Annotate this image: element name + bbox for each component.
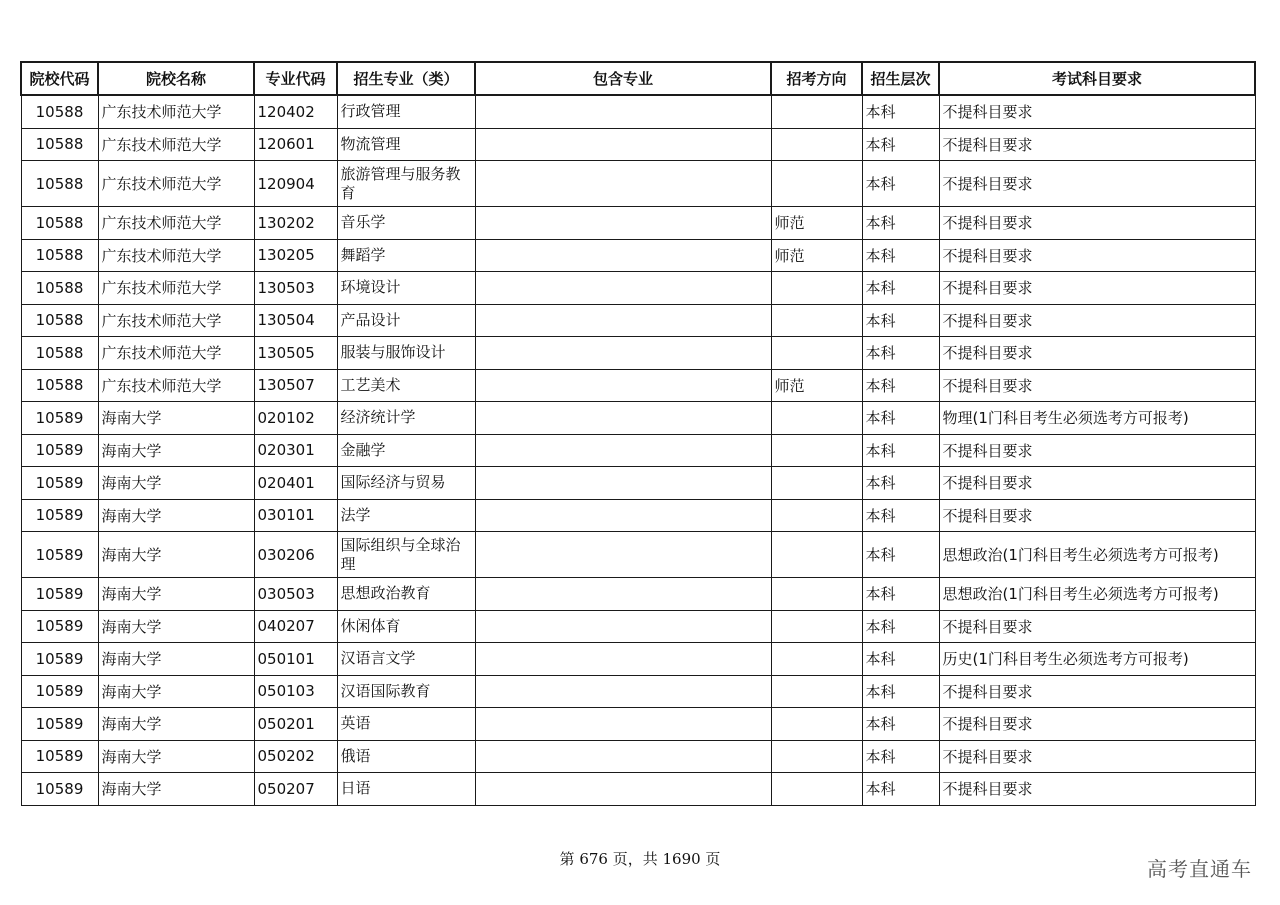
table-row [21,434,1255,467]
direction-cell [771,128,862,161]
requirement-cell: 不提科目要求 [939,773,1255,806]
includes-cell [475,128,771,161]
table-row [21,532,1255,578]
table-row [21,272,1255,305]
major-code-cell: 020301 [254,434,337,467]
direction-cell [771,578,862,611]
direction-cell [771,95,862,128]
requirement-cell: 不提科目要求 [939,337,1255,370]
table-row [21,740,1255,773]
table-row [21,369,1255,402]
table-row [21,337,1255,370]
requirement-cell: 不提科目要求 [939,610,1255,643]
major-cell: 行政管理 [337,95,475,128]
header-direction: 招考方向 [771,62,862,95]
requirement-cell: 不提科目要求 [939,304,1255,337]
school-name-cell: 海南大学 [98,610,254,643]
level-cell: 本科 [862,773,939,806]
school-name-cell: 海南大学 [98,499,254,532]
level-cell: 本科 [862,740,939,773]
includes-cell [475,610,771,643]
level-cell: 本科 [862,369,939,402]
school-code-cell: 10588 [21,161,98,207]
includes-cell [475,643,771,676]
school-name-cell: 广东技术师范大学 [98,369,254,402]
school-code-cell: 10588 [21,304,98,337]
major-code-cell: 020401 [254,467,337,500]
table-body [21,95,1255,805]
includes-cell [475,708,771,741]
includes-cell [475,369,771,402]
header-school-code: 院校代码 [21,62,98,95]
admission-table [20,61,1256,806]
level-cell: 本科 [862,499,939,532]
requirement-cell: 不提科目要求 [939,128,1255,161]
table-row [21,499,1255,532]
level-cell: 本科 [862,161,939,207]
requirement-cell: 不提科目要求 [939,95,1255,128]
table-row [21,643,1255,676]
direction-cell [771,532,862,578]
major-code-cell: 120904 [254,161,337,207]
major-cell: 日语 [337,773,475,806]
includes-cell [475,402,771,435]
direction-cell [771,434,862,467]
school-name-cell: 广东技术师范大学 [98,304,254,337]
school-name-cell: 海南大学 [98,402,254,435]
table-row [21,304,1255,337]
requirement-cell: 不提科目要求 [939,369,1255,402]
major-code-cell: 030101 [254,499,337,532]
requirement-cell: 不提科目要求 [939,207,1255,240]
level-cell: 本科 [862,708,939,741]
school-code-cell: 10589 [21,578,98,611]
school-name-cell: 海南大学 [98,675,254,708]
school-code-cell: 10589 [21,675,98,708]
school-name-cell: 广东技术师范大学 [98,239,254,272]
major-cell: 环境设计 [337,272,475,305]
includes-cell [475,773,771,806]
level-cell: 本科 [862,434,939,467]
direction-cell: 师范 [771,207,862,240]
requirement-cell: 思想政治(1门科目考生必须选考方可报考) [939,578,1255,611]
major-cell: 音乐学 [337,207,475,240]
school-code-cell: 10589 [21,773,98,806]
table-header-row [21,62,1255,95]
school-code-cell: 10588 [21,128,98,161]
school-name-cell: 广东技术师范大学 [98,337,254,370]
table-row [21,578,1255,611]
requirement-cell: 不提科目要求 [939,161,1255,207]
major-cell: 汉语国际教育 [337,675,475,708]
requirement-cell: 不提科目要求 [939,499,1255,532]
requirement-cell: 不提科目要求 [939,740,1255,773]
school-name-cell: 广东技术师范大学 [98,128,254,161]
level-cell: 本科 [862,337,939,370]
major-code-cell: 130503 [254,272,337,305]
includes-cell [475,304,771,337]
school-code-cell: 10589 [21,402,98,435]
school-name-cell: 广东技术师范大学 [98,161,254,207]
major-code-cell: 120402 [254,95,337,128]
school-code-cell: 10588 [21,369,98,402]
major-code-cell: 050201 [254,708,337,741]
school-name-cell: 海南大学 [98,578,254,611]
requirement-cell: 思想政治(1门科目考生必须选考方可报考) [939,532,1255,578]
major-cell: 俄语 [337,740,475,773]
table-row [21,207,1255,240]
school-name-cell: 广东技术师范大学 [98,207,254,240]
major-cell: 国际组织与全球治理 [337,532,475,578]
includes-cell [475,161,771,207]
direction-cell [771,499,862,532]
includes-cell [475,337,771,370]
requirement-cell: 不提科目要求 [939,708,1255,741]
includes-cell [475,434,771,467]
direction-cell [771,337,862,370]
major-cell: 工艺美术 [337,369,475,402]
major-code-cell: 030503 [254,578,337,611]
school-code-cell: 10589 [21,434,98,467]
table-row [21,95,1255,128]
school-code-cell: 10589 [21,467,98,500]
table-row [21,675,1255,708]
watermark: 高考直通车 [1147,857,1252,881]
major-cell: 英语 [337,708,475,741]
school-name-cell: 海南大学 [98,773,254,806]
includes-cell [475,467,771,500]
direction-cell [771,740,862,773]
level-cell: 本科 [862,402,939,435]
school-code-cell: 10589 [21,532,98,578]
level-cell: 本科 [862,128,939,161]
level-cell: 本科 [862,467,939,500]
direction-cell [771,467,862,500]
includes-cell [475,499,771,532]
major-code-cell: 130505 [254,337,337,370]
major-code-cell: 030206 [254,532,337,578]
requirement-cell: 物理(1门科目考生必须选考方可报考) [939,402,1255,435]
level-cell: 本科 [862,532,939,578]
page-number: 第 676 页，共 1690 页 [559,850,721,868]
school-code-cell: 10589 [21,499,98,532]
school-name-cell: 海南大学 [98,643,254,676]
major-cell: 金融学 [337,434,475,467]
major-cell: 思想政治教育 [337,578,475,611]
requirement-cell: 历史(1门科目考生必须选考方可报考) [939,643,1255,676]
level-cell: 本科 [862,304,939,337]
header-major-code: 专业代码 [254,62,337,95]
major-cell: 物流管理 [337,128,475,161]
school-code-cell: 10588 [21,272,98,305]
includes-cell [475,95,771,128]
school-code-cell: 10589 [21,740,98,773]
school-name-cell: 海南大学 [98,740,254,773]
header-includes: 包含专业 [475,62,771,95]
major-cell: 服装与服饰设计 [337,337,475,370]
direction-cell [771,708,862,741]
requirement-cell: 不提科目要求 [939,272,1255,305]
requirement-cell: 不提科目要求 [939,467,1255,500]
school-code-cell: 10588 [21,207,98,240]
level-cell: 本科 [862,610,939,643]
school-code-cell: 10589 [21,643,98,676]
table-row [21,402,1255,435]
header-level: 招生层次 [862,62,939,95]
direction-cell [771,402,862,435]
major-code-cell: 050103 [254,675,337,708]
table-row [21,610,1255,643]
school-name-cell: 海南大学 [98,532,254,578]
major-code-cell: 050202 [254,740,337,773]
includes-cell [475,239,771,272]
major-code-cell: 120601 [254,128,337,161]
major-cell: 休闲体育 [337,610,475,643]
requirement-cell: 不提科目要求 [939,434,1255,467]
direction-cell: 师范 [771,239,862,272]
major-cell: 经济统计学 [337,402,475,435]
header-requirement: 考试科目要求 [939,62,1255,95]
school-name-cell: 广东技术师范大学 [98,95,254,128]
direction-cell: 师范 [771,369,862,402]
major-code-cell: 020102 [254,402,337,435]
table-row [21,128,1255,161]
major-cell: 汉语言文学 [337,643,475,676]
school-code-cell: 10588 [21,95,98,128]
major-cell: 法学 [337,499,475,532]
school-name-cell: 广东技术师范大学 [98,272,254,305]
header-major: 招生专业（类） [337,62,475,95]
major-code-cell: 050207 [254,773,337,806]
direction-cell [771,643,862,676]
major-code-cell: 130504 [254,304,337,337]
level-cell: 本科 [862,675,939,708]
school-code-cell: 10588 [21,337,98,370]
major-cell: 舞蹈学 [337,239,475,272]
major-cell: 国际经济与贸易 [337,467,475,500]
table-row [21,708,1255,741]
includes-cell [475,578,771,611]
direction-cell [771,610,862,643]
table-row [21,773,1255,806]
includes-cell [475,272,771,305]
major-code-cell: 040207 [254,610,337,643]
major-code-cell: 130202 [254,207,337,240]
requirement-cell: 不提科目要求 [939,239,1255,272]
school-name-cell: 海南大学 [98,434,254,467]
level-cell: 本科 [862,239,939,272]
includes-cell [475,532,771,578]
school-name-cell: 海南大学 [98,467,254,500]
direction-cell [771,773,862,806]
direction-cell [771,675,862,708]
level-cell: 本科 [862,643,939,676]
table-row [21,467,1255,500]
school-code-cell: 10589 [21,610,98,643]
major-cell: 旅游管理与服务教育 [337,161,475,207]
includes-cell [475,207,771,240]
table-row [21,239,1255,272]
level-cell: 本科 [862,578,939,611]
level-cell: 本科 [862,272,939,305]
header-school-name: 院校名称 [98,62,254,95]
table-row [21,161,1255,207]
includes-cell [475,675,771,708]
level-cell: 本科 [862,207,939,240]
major-code-cell: 130507 [254,369,337,402]
direction-cell [771,272,862,305]
level-cell: 本科 [862,95,939,128]
school-name-cell: 海南大学 [98,708,254,741]
school-code-cell: 10589 [21,708,98,741]
direction-cell [771,161,862,207]
major-code-cell: 050101 [254,643,337,676]
school-code-cell: 10588 [21,239,98,272]
major-cell: 产品设计 [337,304,475,337]
includes-cell [475,740,771,773]
requirement-cell: 不提科目要求 [939,675,1255,708]
major-code-cell: 130205 [254,239,337,272]
direction-cell [771,304,862,337]
